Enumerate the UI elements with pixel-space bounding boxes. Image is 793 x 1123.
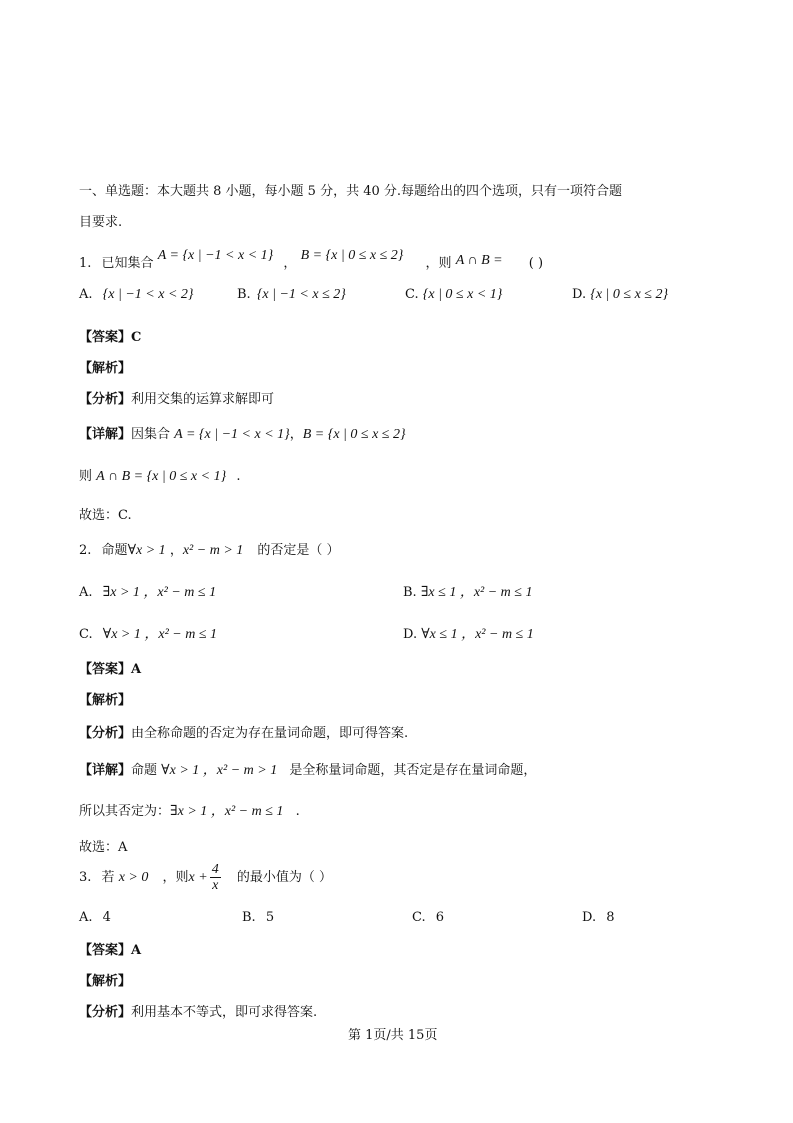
q1-fenxi-text: 利用交集的运算求解即可 [131, 392, 275, 407]
q3-fenxi [79, 1001, 317, 1020]
q3-answer-tag: 【答案】 [79, 943, 132, 958]
q1-stem [79, 248, 544, 272]
q1-number: 1. [79, 256, 92, 271]
q3-stem-text: 若 [101, 870, 115, 885]
q1-xiangjie [79, 423, 406, 443]
page-number: 第 1页/共 15页 [348, 1028, 438, 1043]
q2-number: 2. [79, 543, 92, 558]
q1-fenxi [79, 388, 274, 407]
q2-option-b-text: ∃x ≤ 1 ，x² − m ≤ 1 [420, 585, 533, 600]
q3-fenxi-text: 利用基本不等式，即可求得答案. [131, 1005, 318, 1020]
q2-option-b [403, 581, 532, 601]
q1-option-d-label: D. [572, 287, 587, 302]
q3-expr-lhs: x + [188, 870, 208, 885]
q2-stem-tail: 的否定是（ ） [257, 543, 340, 558]
q2-option-d-label: D. [403, 627, 418, 642]
q1-option-d [572, 287, 668, 303]
q2-stem-text: 命题 [101, 543, 128, 558]
q2-stem [79, 539, 340, 559]
q3-analysis-tag: 【解析】 [79, 974, 132, 989]
q3-option-c-text: 6 [435, 910, 445, 925]
q3-option-d [582, 910, 615, 925]
q2-option-c-text: ∀x > 1 ，x² − m ≤ 1 [102, 627, 218, 642]
q2-xiangjie-expr: ∀x > 1 ，x² − m > 1 [161, 763, 278, 778]
q1-paren: ( ) [528, 256, 544, 271]
q1-xiangjie-set-a: A = {x | −1 < x < 1} [174, 427, 290, 442]
q2-option-a [79, 581, 216, 601]
q1-set-a: A = {x | −1 < x < 1} [157, 248, 274, 263]
section-heading-line1: 一、单选题：本大题共 8 小题，每小题 5 分，共 40 分.每题给出的四个选项，只有一项符合题 [79, 184, 623, 199]
q2-comma: ， [169, 543, 183, 558]
q1-xiangjie-comma: ， [289, 427, 303, 442]
q2-choose: 故选：A [79, 840, 128, 855]
q1-xiangjie-set-b: B = {x | 0 ≤ x ≤ 2} [302, 427, 406, 442]
q3-stem [79, 862, 332, 893]
q1-choose: 故选：C. [79, 508, 132, 523]
q1-fenxi-tag: 【分析】 [79, 392, 132, 407]
q1-option-d-text: {x | 0 ≤ x ≤ 2} [590, 287, 669, 302]
q1-then-expr: A ∩ B = {x | 0 ≤ x < 1} [96, 469, 227, 484]
q1-option-c-text: {x | 0 ≤ x < 1} [422, 287, 503, 302]
q1-option-b [237, 287, 346, 303]
q1-expr: A ∩ B = [455, 253, 503, 268]
q2-xiangjie-tail: 是全称量词命题，其否定是存在量词命题， [289, 763, 537, 778]
q1-comma: ， [283, 256, 297, 271]
q1-option-c-label: C. [405, 287, 419, 302]
q2-xiangjie-text: 命题 [131, 763, 158, 778]
q3-option-b [242, 910, 274, 925]
q3-option-a-label: A. [79, 910, 93, 925]
q2-expr: x² − m > 1 [182, 543, 244, 558]
q2-fenxi-tag: 【分析】 [79, 726, 132, 741]
q3-option-a [79, 910, 111, 925]
q1-period: . [236, 469, 241, 484]
q2-answer-tag: 【答案】 [79, 662, 132, 677]
q2-xiangjie-tag: 【详解】 [79, 763, 132, 778]
q3-fenxi-tag: 【分析】 [79, 1005, 132, 1020]
q2-period: . [295, 804, 300, 819]
q3-stem-tail: 的最小值为（ ） [236, 870, 332, 885]
q3-cond: x > 0 [118, 870, 149, 885]
q3-stem-then: ，则 [162, 870, 189, 885]
q2-fenxi-text: 由全称命题的否定为存在量词命题，即可得答案. [131, 726, 409, 741]
q1-set-b: B = {x | 0 ≤ x ≤ 2} [300, 248, 404, 263]
q2-option-c [79, 623, 217, 643]
q2-xiangjie [79, 759, 536, 779]
q2-answer [79, 658, 141, 677]
q1-option-c [405, 287, 502, 303]
q2-so: 所以其否定为： [79, 804, 171, 819]
q1-xiangjie-text: 因集合 [131, 427, 171, 442]
q2-option-c-label: C. [79, 627, 93, 642]
q2-so-expr: ∃x > 1 ，x² − m ≤ 1 [170, 804, 284, 819]
q2-option-d-text: ∀x ≤ 1 ，x² − m ≤ 1 [421, 627, 534, 642]
q2-option-a-label: A. [79, 585, 93, 600]
q1-result [79, 465, 240, 485]
section-heading-line2: 目要求. [79, 215, 123, 230]
q2-option-a-text: ∃x > 1 ，x² − m ≤ 1 [102, 585, 217, 600]
q1-then: 则 [79, 469, 93, 484]
q3-option-b-label: B. [242, 910, 256, 925]
q2-fenxi [79, 722, 408, 741]
q1-option-a-label: A. [79, 287, 93, 302]
q1-option-a-text: {x | −1 < x < 2} [102, 287, 194, 302]
q3-frac-num: 4 [211, 862, 219, 877]
q2-option-b-label: B. [403, 585, 417, 600]
q2-option-d [403, 623, 534, 643]
q1-answer [79, 326, 141, 345]
q1-analysis-tag: 【解析】 [79, 361, 132, 376]
q3-option-d-label: D. [582, 910, 597, 925]
q3-frac-den: x [212, 878, 219, 893]
q3-option-d-text: 8 [606, 910, 615, 925]
q2-cond: ∀x > 1 [127, 543, 166, 558]
q1-stem-then: ，则 [425, 256, 452, 271]
q3-option-a-text: 4 [102, 910, 111, 925]
q2-result [79, 800, 300, 820]
q1-xiangjie-tag: 【详解】 [79, 427, 132, 442]
q1-answer-value: C [131, 330, 142, 345]
q3-answer [79, 939, 141, 958]
q1-stem-text: 已知集合 [101, 256, 154, 271]
q2-analysis-tag: 【解析】 [79, 693, 132, 708]
q3-option-b-text: 5 [265, 910, 275, 925]
q3-option-c-label: C. [412, 910, 426, 925]
q1-option-b-text: {x | −1 < x ≤ 2} [256, 287, 346, 302]
q3-number: 3. [79, 870, 92, 885]
q1-answer-tag: 【答案】 [79, 330, 132, 345]
q1-option-b-label: B. [237, 287, 251, 302]
q1-option-a [79, 287, 194, 303]
q3-fraction [210, 862, 221, 893]
q3-answer-value: A [131, 943, 142, 958]
q3-option-c [412, 910, 444, 925]
q2-answer-value: A [131, 662, 142, 677]
